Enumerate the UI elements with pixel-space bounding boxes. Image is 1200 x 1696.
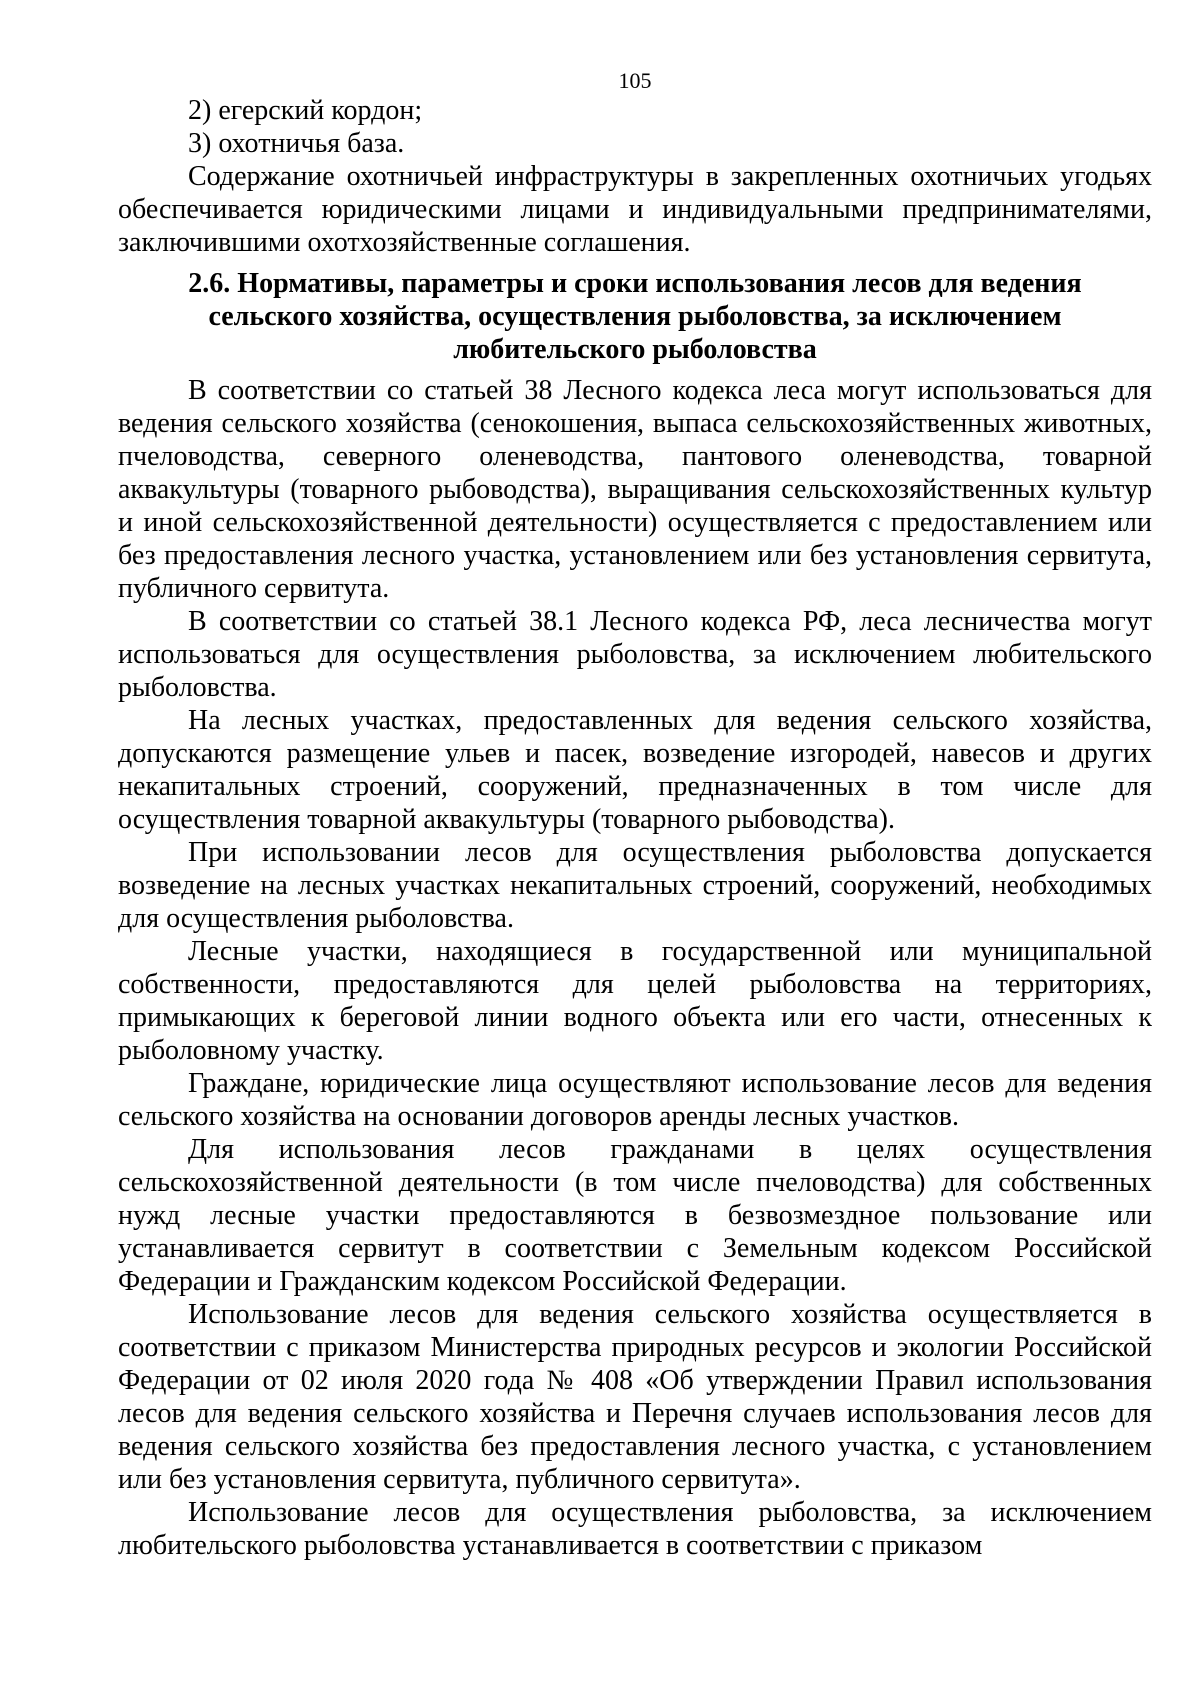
paragraph: Использование лесов для ведения сельского хозяйства осуществляется в соответствии с приказом Министерства природных ресурсов и экологии Российской Федерации от 02 июля 2020 года № 408 «Об утверждении Правил использования лесов для ведения сельского хозяйства и Перечня случаев использования лесов для ведения сельского хозяйства без предоставления лесного участка, с установлением или без установления сервитута, публичного сервитута». [118,1299,1152,1495]
paragraph: Лесные участки, находящиеся в государственной или муниципальной собственности, предоставляются для целей рыболовства на территориях, примыкающих к береговой линии водного объекта или его части, отнесенных к рыболовному участку. [118,936,1152,1066]
section-heading [118,267,1152,366]
page-number: 105 [618,68,652,93]
paragraph: Использование лесов для осуществления рыболовства, за исключением любительского рыболовства устанавливается в соответствии с приказом [118,1497,1152,1561]
section-heading-line: сельского хозяйства, осуществления рыболовства, за исключением [208,301,1062,332]
paragraph: При использовании лесов для осуществления рыболовства допускается возведение на лесных участках некапитальных строений, сооружений, необходимых для осуществления рыболовства. [118,837,1152,934]
paragraph: В соответствии со статьей 38 Лесного кодекса леса могут использоваться для ведения сельского хозяйства (сенокошения, выпаса сельскохозяйственных животных, пчеловодства, северного оленеводства, пантового оленеводства, товарной аквакультуры (товарного рыбоводства), выращивания сельскохозяйственных культур и иной сельскохозяйственной деятельности) осуществляется с предоставлением или без предоставления лесного участка, установлением или без установления сервитута, публичного сервитута. [118,375,1152,604]
paragraph: Для использования лесов гражданами в целях осуществления сельскохозяйственной деятельности (в том числе пчеловодства) для собственных нужд лесные участки предоставляются в безвозмездное пользование или устанавливается сервитут в соответствии с Земельным кодексом Российской Федерации и Гражданским кодексом Российской Федерации. [118,1134,1152,1297]
list-item: 2) егерский кордон; [188,95,423,126]
intro-paragraph: Содержание охотничьей инфраструктуры в закрепленных охотничьих угодьях обеспечивается юридическими лицами и индивидуальными предпринимателями, заключившими охотхозяйственные соглашения. [118,161,1152,258]
paragraph: В соответствии со статьей 38.1 Лесного кодекса РФ, леса лесничества могут использоваться для осуществления рыболовства, за исключением любительского рыболовства. [118,606,1152,703]
paragraph: Граждане, юридические лица осуществляют использование лесов для ведения сельского хозяйства на основании договоров аренды лесных участков. [118,1068,1152,1132]
section-heading-line: любительского рыболовства [453,334,817,365]
list-item: 3) охотничья база. [188,128,405,159]
paragraph: На лесных участках, предоставленных для ведения сельского хозяйства, допускаются размещение ульев и пасек, возведение изгородей, навесов и других некапитальных строений, сооружений, предназначенных в том числе для осуществления товарной аквакультуры (товарного рыбоводства). [118,705,1152,835]
section-heading-line: 2.6. Нормативы, параметры и сроки использования лесов для ведения [188,268,1082,299]
